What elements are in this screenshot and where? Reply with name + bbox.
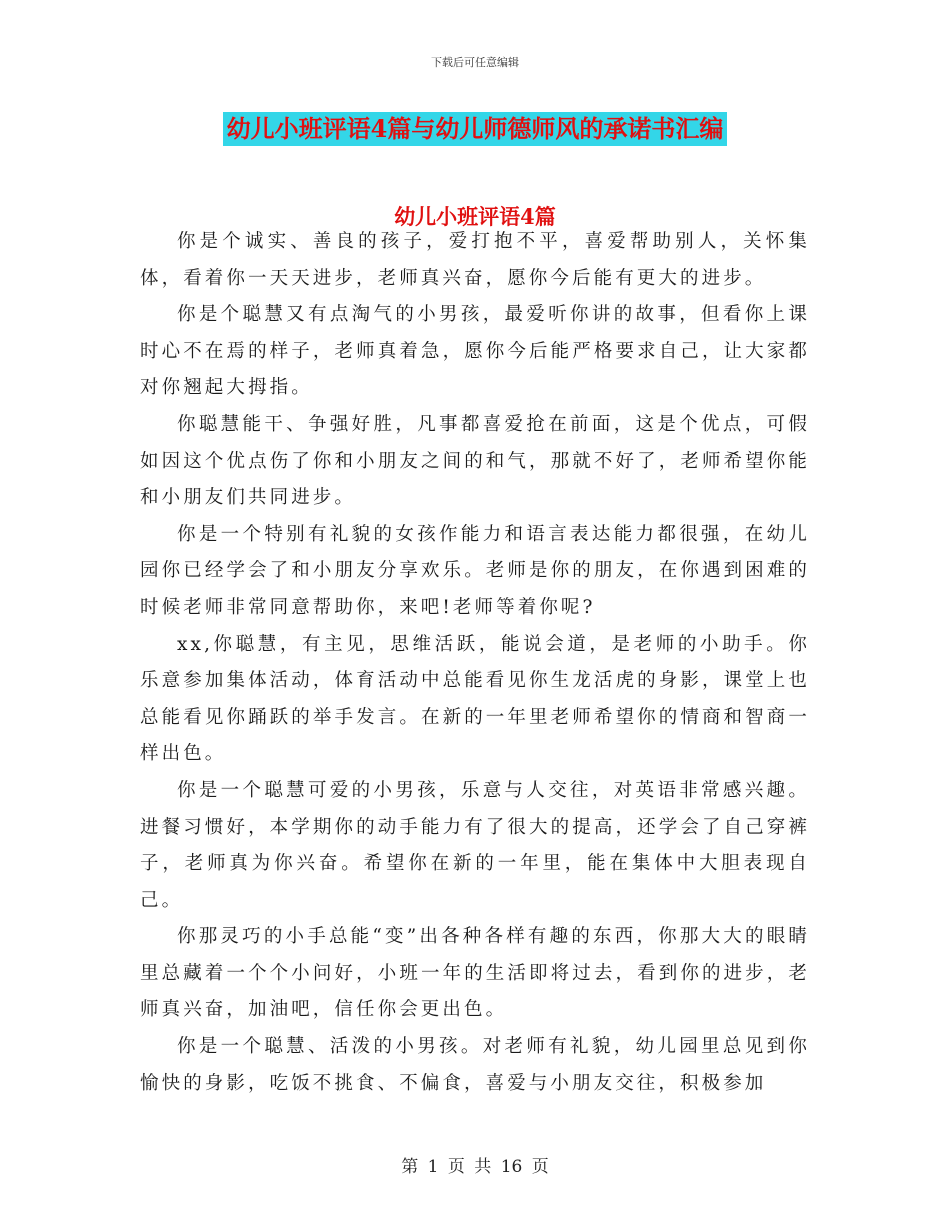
body-text bbox=[140, 224, 810, 1102]
paragraph: 你是一个特别有礼貌的女孩作能力和语言表达能力都很强，在幼儿园你已经学会了和小朋友分享欢乐。老师是你的朋友，在你遇到困难的时候老师非常同意帮助你，来吧!老师等着你呢? bbox=[140, 523, 810, 618]
paragraph: xx,你聪慧，有主见，思维活跃，能说会道，是老师的小助手。你乐意参加集体活动，体育活动中总能看见你生龙活虎的身影，课堂上也总能看见你踊跃的举手发言。在新的一年里老师希望你的情商和智商一样出色。 bbox=[140, 633, 810, 765]
page-number-footer: 第 1 页 共 16 页 bbox=[401, 1157, 549, 1177]
paragraph: 你是一个聪慧、活泼的小男孩。对老师有礼貌，幼儿园里总见到你愉快的身影，吃饭不挑食、不偏食，喜爱与小朋友交往，积极参加 bbox=[140, 1036, 810, 1094]
section-title: 幼儿小班评语4篇 bbox=[394, 204, 556, 229]
paragraph: 你是一个聪慧可爱的小男孩，乐意与人交往，对英语非常感兴趣。进餐习惯好，本学期你的动手能力有了很大的提高，还学会了自己穿裤子，老师真为你兴奋。希望你在新的一年里，能在集体中大胆表现自己。 bbox=[140, 779, 810, 911]
document-title-container bbox=[0, 112, 950, 146]
paragraph: 你是个诚实、善良的孩子，爱打抱不平，喜爱帮助别人，关怀集体，看着你一天天进步，老师真兴奋，愿你今后能有更大的进步。 bbox=[140, 231, 810, 289]
paragraph: 你那灵巧的小手总能“变”出各种各样有趣的东西，你那大大的眼睛里总藏着一个个小问好，小班一年的生活即将过去，看到你的进步，老师真兴奋，加油吧，信任你会更出色。 bbox=[140, 926, 810, 1021]
document-title: 幼儿小班评语4篇与幼儿师德师风的承诺书汇编 bbox=[223, 112, 728, 146]
paragraph: 你聪慧能干、争强好胜，凡事都喜爱抢在前面，这是个优点，可假如因这个优点伤了你和小朋友之间的和气，那就不好了，老师希望你能和小朋友们共同进步。 bbox=[140, 413, 810, 509]
paragraph: 你是个聪慧又有点淘气的小男孩，最爱听你讲的故事，但看你上课时心不在焉的样子，老师真着急，愿你今后能严格要求自己，让大家都对你翘起大拇指。 bbox=[140, 304, 810, 399]
header-note: 下载后可任意编辑 bbox=[431, 56, 519, 69]
